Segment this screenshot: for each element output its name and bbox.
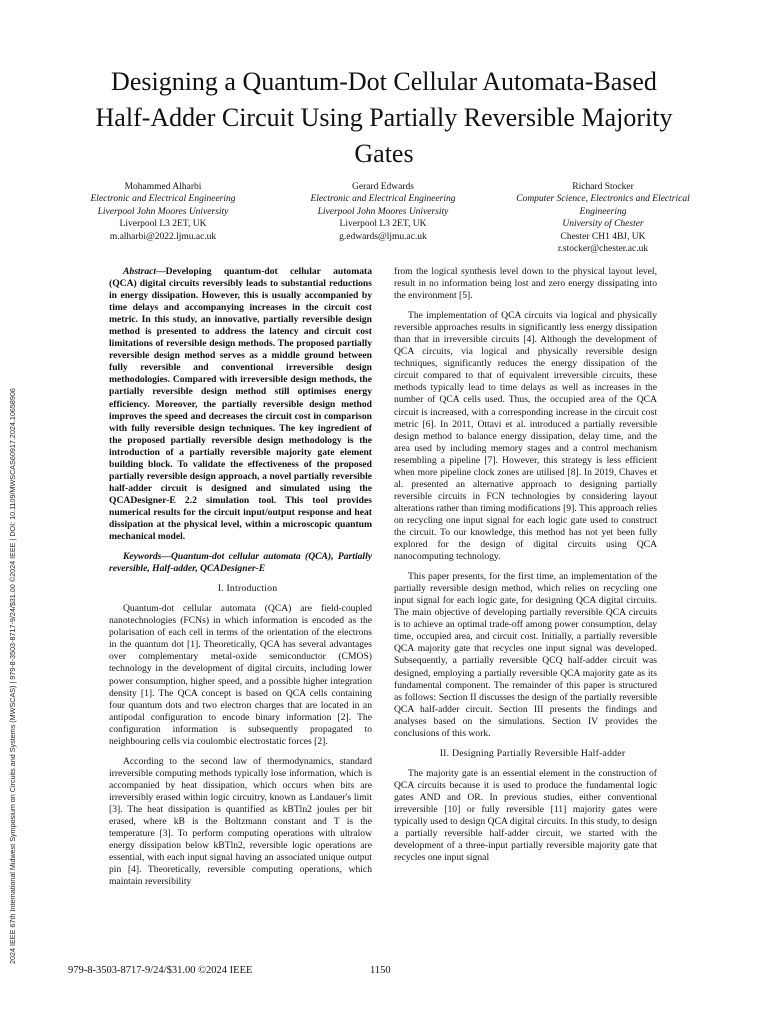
author-dept: Computer Science, Electronics and Electrical Engineering — [516, 194, 690, 217]
page-number: 1150 — [370, 965, 391, 976]
author-name: Richard Stocker — [572, 182, 634, 192]
author-email[interactable]: m.alharbi@2022.ljmu.ac.uk — [109, 231, 217, 242]
author-dept: Electronic and Electrical Engineering — [90, 194, 236, 205]
keywords: Keywords—Quantum-dot cellular automata (QCA), Partially reversible, Half-adder, QCADesigner-E — [109, 551, 372, 575]
paragraph: Quantum-dot cellular automata (QCA) are field-coupled nanotechnologies (FCNs) in which information is encoded as the polarisation of each cell in terms of the orientation of the electrons in the quantum dot [1]. Theoretically, QCA has several advantages over complementary metal-oxide semiconductor (CMOS) technology in the development of digital circuits, including lower power consumption, higher speed, and a possible higher integration density [1]. The QCA concept is based on QCA cells containing four quantum dots and two electron charges that are located in an antipodal configuration to encode binary information [2]. The configuration information is subsequently propagated to neighbouring cells via coulombic electrostatic forces [2]. — [109, 603, 372, 747]
author-org: University of Chester — [562, 219, 644, 230]
paragraph: from the logical synthesis level down to the physical layout level, result in no information being lost and zero energy dissipating into the environment [5]. — [394, 266, 657, 302]
paragraph: The implementation of QCA circuits via logical and physically reversible approaches results in significantly less energy dissipation than that in irreversible circuits [4]. Although the development of QCA circuits, via logical and physically reversible design techniques, significantly reduces the energy dissipation of the circuit compared to that of equivalent irreversible circuits, these methods typically lead to time delays as well as increases in the number of QCA cells used. Thus, the occupied area of the QCA circuit is increased, with a corresponding increase in the circuit cost metric [6]. In 2011, Ottavi et al. introduced a partially reversible design method to balance energy dissipation, delay time, and the area used by including memory stages and a control mechanism resembling a pipeline [7]. However, this strategy is less efficient when more pipeline clock zones are utilised [8]. In 2019, Chaves et al. presented an alternative approach to designing partially reversible circuits in FCN technologies by considering layout alterations rather than timing modifications [9]. This approach relies on recycling one input signal for each logic gate used to construct the circuit. To our knowledge, this method has not yet been fully explored for the design of digital circuits using QCA nanocomputing technology. — [394, 310, 657, 563]
author-name: Gerard Edwards — [352, 182, 414, 192]
paragraph: According to the second law of thermodynamics, standard irreversible computing methods typically lose information, which is accompanied by heat dissipation, which occurs when bits are irreversibly erased within logic circuitry, known as Landauer's limit [3]. The heat dissipation is quantified as kBTln2 joules per bit erased, where kB is the Boltzmann constant and T is the temperature [3]. To perform computing operations with ultralow energy dissipation below kBTln2, reversible logic operations are essential, with each input signal having an associated unique output pin [4]. Theoretically, reversible computing operations, which maintain reversibility — [109, 755, 372, 888]
author-block — [58, 181, 708, 255]
author-3 — [498, 181, 708, 255]
paragraph: The majority gate is an essential element in the construction of QCA circuits because it is used to produce the fundamental logic gates AND and OR. In previous studies, either conventional irreversible [10] or fully reversible [11] majority gates were typically used to design QCA digital circuits. In this study, to design a partially reversible half-adder circuit, we started with the development of a three-input partially reversible majority gate that recycles one input signal — [394, 767, 657, 864]
paper-title: Designing a Quantum-Dot Cellular Automata-Based Half-Adder Circuit Using Partially Reversible Majority Gates — [95, 67, 673, 168]
abstract-text: —Developing quantum-dot cellular automata (QCA) digital circuits reversibly leads to substantial reductions in energy dissipation. However, this is usually accompanied by time delays and accompanying increases in the circuit cost metric. In this study, an innovative, partially reversible design method is presented to address the latency and circuit cost limitations of reversible design methods. The proposed partially reversible design method serves as a middle ground between fully reversible and conventional irreversible design methodologies. Compared with irreversible design methods, the partially reversible design method still optimises energy efficiency. Moreover, the partially reversible design method improves the speed and decreases the circuit cost in comparison with fully reversible design techniques. The key ingredient of the proposed partially reversible design methodology is the introduction of a partially reversible majority gate element building block. To validate the effectiveness of the proposed partially reversible design approach, a novel partially reversible half-adder circuit is designed and simulated using the QCADesigner-E 2.2 simulation tool. This tool provides numerical results for the circuit input/output response and heat dissipation at the physical level, within a microscopic quantum mechanical model. — [109, 266, 372, 543]
author-1 — [58, 181, 268, 255]
left-column — [109, 266, 372, 896]
author-org: Liverpool John Moores University — [317, 206, 449, 217]
author-city: Chester CH1 4BJ, UK — [560, 231, 646, 242]
paragraph: This paper presents, for the first time, an implementation of the partially reversible design method, which relies on recycling one input signal for each logic gate, for designing QCA digital circuits. The main objective of developing partially reversible QCA circuits is to achieve an optimal trade-off among power consumption, delay time, occupied area, and circuit cost. Initially, a partially reversible QCA majority gate that recycles one input signal was developed. Subsequently, a partially reversible QCQ half-adder circuit was designed, employing a partially reversible QCA majority gate as its fundamental component. The remainder of this paper is structured as follows: Section II discusses the design of the partially reversible QCA half-adder circuit. Section III presents the findings and analyses based on the simulations. Section IV provides the conclusions of this work. — [394, 571, 657, 739]
author-name: Mohammed Alharbi — [124, 182, 202, 192]
right-column — [394, 266, 657, 872]
author-2 — [278, 181, 488, 255]
author-email[interactable]: r.stocker@chester.ac.uk — [557, 244, 649, 255]
author-dept: Electronic and Electrical Engineering — [310, 194, 456, 205]
section-heading-introduction: I. Introduction — [217, 583, 278, 595]
author-city: Liverpool L3 2ET, UK — [339, 219, 427, 230]
abstract — [109, 266, 372, 543]
author-org: Liverpool John Moores University — [97, 206, 229, 217]
author-city: Liverpool L3 2ET, UK — [119, 219, 207, 230]
abstract-label: Abstract — [123, 266, 157, 277]
author-email[interactable]: g.edwards@ljmu.ac.uk — [339, 231, 427, 242]
doi-sidebar: 2024 IEEE 67th International Midwest Symposium on Circuits and Systems (MWSCAS) | 979-8-3503-8717-9/24/$31.00 ©2024 IEEE | DOI: 10.1109/MWSCAS60917.2024.10658906 — [8, 388, 17, 964]
section-heading-design: II. Designing Partially Reversible Half-adder — [439, 747, 626, 759]
copyright-footer: 979-8-3503-8717-9/24/$31.00 ©2024 IEEE — [68, 965, 253, 976]
